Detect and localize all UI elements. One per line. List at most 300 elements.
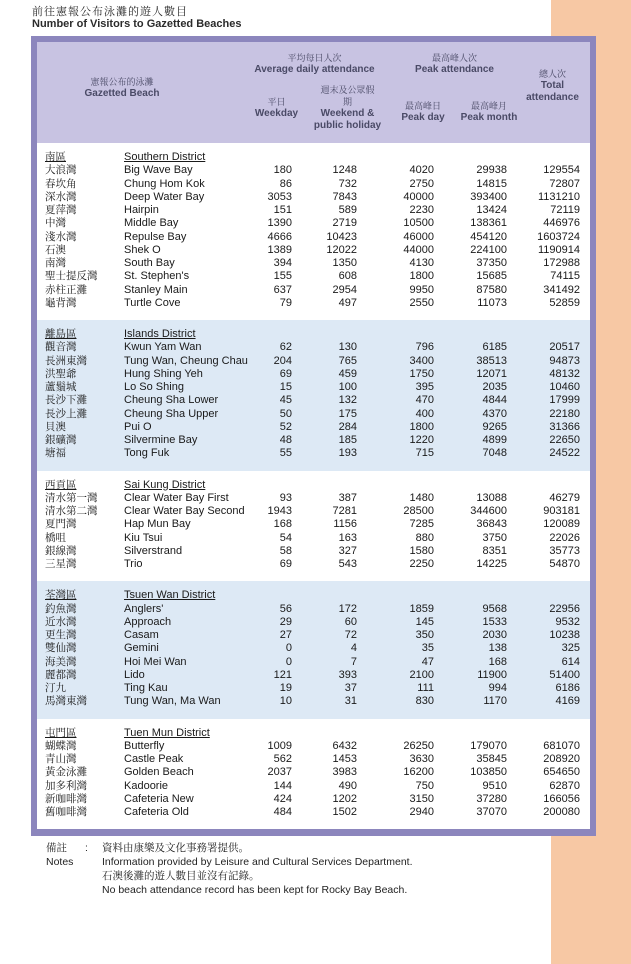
total-value: 72807 — [549, 177, 580, 190]
total-value: 200080 — [543, 806, 580, 818]
district-name-en: Southern District — [124, 151, 206, 163]
weekday-value: 1943 — [267, 505, 292, 517]
table-row — [37, 518, 590, 531]
total-value: 22180 — [549, 407, 580, 420]
beach-name-en: Deep Water Bay — [124, 190, 205, 203]
beach-name-zh: 雙仙灣 — [45, 642, 77, 655]
peak-day-value: 1580 — [409, 544, 434, 557]
peak-day-value: 46000 — [403, 230, 434, 243]
table-row — [37, 492, 590, 505]
notes-line-3: 石澳後灘的遊人數目並沒有記錄。 — [102, 870, 260, 882]
peak-month-value: 15685 — [476, 270, 507, 283]
weekday-value: 93 — [279, 491, 292, 504]
weekday-value: 155 — [273, 270, 292, 283]
weekday-value: 1390 — [267, 217, 292, 230]
peak-month-value: 138361 — [470, 217, 507, 230]
table-row — [37, 204, 590, 217]
weekday-value: 4666 — [267, 230, 292, 243]
peak-month-value: 7048 — [482, 447, 507, 460]
peak-day-value: 750 — [415, 779, 434, 792]
weekend-value: 1202 — [332, 792, 357, 805]
weekday-value: 10 — [279, 695, 292, 708]
beach-name-en: Butterfly — [124, 739, 165, 752]
beach-name-en: Cheung Sha Upper — [124, 407, 219, 420]
total-value: 31366 — [549, 420, 580, 433]
weekday-value: 2037 — [267, 766, 292, 779]
table-row — [37, 355, 590, 368]
peak-month-value: 37280 — [476, 792, 507, 805]
peak-month-value: 2035 — [482, 381, 507, 393]
weekend-value: 459 — [338, 367, 357, 380]
total-value: 20517 — [549, 341, 580, 354]
peak-day-value: 2230 — [409, 204, 434, 216]
table-row — [37, 231, 590, 244]
weekday-value: 19 — [279, 682, 292, 694]
beach-name-zh: 馬灣東灣 — [45, 695, 87, 708]
total-value: 22650 — [549, 434, 580, 446]
weekend-value: 327 — [338, 544, 357, 557]
weekday-value: 52 — [279, 420, 292, 433]
weekend-value: 163 — [338, 531, 357, 544]
district-name-en: Islands District — [124, 328, 196, 340]
peak-day-value: 395 — [415, 381, 434, 393]
weekday-value: 394 — [273, 257, 292, 269]
weekday-value: 424 — [273, 792, 292, 805]
total-value: 62870 — [549, 779, 580, 792]
total-value: 208920 — [543, 753, 580, 765]
weekday-value: 54 — [279, 531, 292, 544]
peak-day-value: 2100 — [409, 668, 434, 681]
notes-line-1: 資料由康樂及文化事務署提供。 — [102, 842, 249, 854]
weekend-value: 10423 — [326, 230, 357, 243]
peak-day-value: 9950 — [409, 283, 434, 296]
beach-name-zh: 蝴蝶灣 — [45, 739, 77, 752]
weekday-value: 48 — [279, 434, 292, 446]
weekday-value: 1009 — [267, 739, 292, 752]
peak-month-value: 9265 — [482, 420, 507, 433]
peak-month-value: 9568 — [482, 602, 507, 615]
peak-day-value: 350 — [415, 629, 434, 641]
weekend-value: 172 — [338, 602, 357, 615]
district-header — [37, 151, 590, 164]
table-row — [37, 669, 590, 682]
total-value: 446976 — [543, 217, 580, 230]
total-value: 24522 — [549, 447, 580, 460]
peak-month-value: 168 — [488, 655, 507, 668]
weekday-value: 45 — [279, 394, 292, 407]
district-name-zh: 屯門區 — [45, 726, 77, 739]
beach-name-en: Big Wave Bay — [124, 164, 193, 177]
peak-month-value: 9510 — [482, 779, 507, 792]
beach-name-en: Hoi Mei Wan — [124, 655, 187, 668]
weekday-value: 0 — [285, 642, 292, 655]
peak-month-value: 179070 — [470, 739, 507, 752]
peak-day-value: 28500 — [403, 505, 434, 517]
table-row — [37, 270, 590, 283]
table-row — [37, 766, 590, 779]
weekend-value: 543 — [338, 558, 357, 570]
beach-name-en: Trio — [124, 558, 143, 570]
weekend-value: 100 — [338, 381, 357, 393]
table-row — [37, 381, 590, 394]
weekend-value: 7843 — [332, 190, 357, 203]
peak-month-value: 138 — [488, 642, 507, 655]
beach-name-zh: 清水第一灣 — [45, 491, 98, 504]
table-row — [37, 447, 590, 460]
beach-name-en: Tung Wan, Ma Wan — [124, 695, 221, 708]
peak-month-value: 14815 — [476, 177, 507, 190]
district-name-zh: 荃灣區 — [45, 589, 77, 602]
table-row — [37, 532, 590, 545]
table-inner — [37, 42, 590, 830]
weekday-value: 69 — [279, 367, 292, 380]
weekend-value: 1350 — [332, 257, 357, 269]
beach-name-zh: 舊咖啡灣 — [45, 806, 87, 818]
table-row — [37, 341, 590, 354]
beach-name-en: Shek O — [124, 243, 161, 256]
peak-day-value: 10500 — [403, 217, 434, 230]
table-row — [37, 740, 590, 753]
weekend-value: 185 — [338, 434, 357, 446]
total-value: 614 — [561, 655, 580, 668]
peak-day-value: 44000 — [403, 243, 434, 256]
beach-name-en: Silvermine Bay — [124, 434, 198, 446]
weekday-value: 50 — [279, 407, 292, 420]
beach-name-zh: 近水灣 — [45, 615, 77, 628]
peak-month-value: 6185 — [482, 341, 507, 354]
beach-name-zh: 觀音灣 — [45, 341, 77, 354]
peak-day-value: 3400 — [409, 354, 434, 367]
weekend-value: 765 — [338, 354, 357, 367]
beach-name-zh: 銀線灣 — [45, 544, 77, 557]
table-row — [37, 780, 590, 793]
weekend-value: 1502 — [332, 806, 357, 818]
table-row — [37, 297, 590, 310]
table-row — [37, 682, 590, 695]
weekday-value: 62 — [279, 341, 292, 354]
beach-name-en: Kwun Yam Wan — [124, 341, 202, 354]
total-value: 325 — [561, 642, 580, 655]
table-row — [37, 244, 590, 257]
beach-name-en: Castle Peak — [124, 753, 184, 765]
table-row — [37, 629, 590, 642]
beach-name-en: Casam — [124, 629, 159, 641]
weekday-value: 204 — [273, 354, 292, 367]
peak-day-value: 4020 — [409, 164, 434, 177]
weekday-value: 0 — [285, 655, 292, 668]
total-value: 74115 — [550, 270, 580, 283]
page-title-en: Number of Visitors to Gazetted Beaches — [32, 18, 242, 30]
beach-name-zh: 青山灣 — [45, 753, 77, 765]
total-value: 1131210 — [537, 190, 580, 203]
beach-name-zh: 夏門灣 — [45, 518, 77, 531]
total-value: 35773 — [549, 544, 580, 557]
beach-name-en: Gemini — [124, 642, 159, 655]
peak-day-value: 1800 — [409, 270, 434, 283]
weekday-value: 56 — [279, 602, 292, 615]
weekend-value: 387 — [338, 491, 357, 504]
beach-name-en: Clear Water Bay First — [124, 491, 229, 504]
beach-name-en: Repulse Bay — [124, 230, 187, 243]
total-value: 1190914 — [537, 243, 580, 256]
notes-label-en: Notes — [46, 856, 74, 868]
weekday-value: 180 — [273, 164, 292, 177]
table-row — [37, 434, 590, 447]
peak-month-value: 29938 — [476, 164, 507, 177]
table-row — [37, 753, 590, 766]
weekend-value: 393 — [338, 668, 357, 681]
table-row — [37, 558, 590, 571]
weekend-value: 2954 — [332, 283, 357, 296]
peak-day-value: 880 — [415, 531, 434, 544]
beach-name-en: Cafeteria Old — [124, 806, 189, 818]
weekend-value: 497 — [338, 296, 357, 309]
section-southern — [37, 143, 590, 320]
peak-day-value: 3630 — [409, 753, 434, 765]
table-row — [37, 368, 590, 381]
total-value: 17999 — [549, 394, 580, 407]
peak-day-value: 3150 — [409, 792, 434, 805]
beach-name-zh: 淺水灣 — [45, 230, 77, 243]
peak-month-value: 38513 — [476, 354, 507, 367]
weekday-value: 58 — [279, 544, 292, 557]
weekday-value: 637 — [273, 283, 292, 296]
peak-day-value: 145 — [415, 615, 434, 628]
peak-day-value: 47 — [421, 655, 434, 668]
total-value: 903181 — [543, 505, 580, 517]
total-value: 341492 — [543, 283, 580, 296]
beach-name-en: Golden Beach — [124, 766, 194, 779]
peak-day-value: 111 — [417, 682, 434, 694]
peak-month-value: 37070 — [476, 806, 507, 818]
beach-name-en: Lo So Shing — [124, 381, 184, 393]
peak-day-value: 40000 — [403, 190, 434, 203]
peak-month-value: 103850 — [470, 766, 507, 779]
weekday-value: 144 — [273, 779, 292, 792]
peak-month-value: 13088 — [476, 491, 507, 504]
district-name-en: Sai Kung District — [124, 478, 206, 491]
weekday-value: 151 — [273, 204, 292, 216]
district-name-zh: 南區 — [45, 151, 66, 163]
weekend-value: 31 — [344, 695, 357, 708]
weekend-value: 1248 — [332, 164, 357, 177]
table-frame — [31, 36, 596, 836]
beach-name-zh: 更生灣 — [45, 629, 77, 641]
weekend-value: 132 — [338, 394, 357, 407]
table-row — [37, 408, 590, 421]
peak-month-value: 4844 — [482, 394, 507, 407]
beach-name-en: Tung Wan, Cheung Chau — [124, 354, 248, 367]
table-row — [37, 603, 590, 616]
peak-day-value: 2940 — [409, 806, 434, 818]
peak-day-value: 470 — [415, 394, 434, 407]
beach-name-en: Stanley Main — [124, 283, 188, 296]
beach-name-en: Pui O — [124, 420, 152, 433]
peak-month-value: 12071 — [476, 367, 507, 380]
peak-month-value: 454120 — [470, 230, 507, 243]
weekday-value: 562 — [273, 753, 292, 765]
beach-name-zh: 赤柱正灘 — [45, 283, 87, 296]
district-name-zh: 離島區 — [45, 328, 77, 340]
peak-day-value: 1750 — [409, 367, 434, 380]
peak-month-value: 11073 — [477, 296, 507, 309]
beach-name-en: Kiu Tsui — [124, 531, 163, 544]
beach-name-zh: 新咖啡灣 — [45, 792, 87, 805]
beach-name-en: Silverstrand — [124, 544, 183, 557]
weekend-value: 1453 — [332, 753, 357, 765]
weekend-value: 72 — [344, 629, 357, 641]
total-value: 52859 — [549, 296, 580, 309]
table-row — [37, 545, 590, 558]
weekday-value: 86 — [279, 177, 292, 190]
table-header — [37, 42, 590, 143]
total-value: 51400 — [549, 668, 580, 681]
weekend-value: 4 — [350, 642, 357, 655]
weekend-value: 284 — [338, 420, 357, 433]
table-row — [37, 806, 590, 819]
total-value: 654650 — [543, 766, 580, 779]
peak-month-value: 11900 — [477, 668, 507, 681]
beach-name-en: Anglers' — [124, 602, 164, 615]
table-row — [37, 178, 590, 191]
beach-name-en: Hap Mun Bay — [124, 518, 191, 531]
beach-name-zh: 聖士提反灣 — [45, 270, 98, 283]
beach-name-zh: 石澳 — [45, 243, 66, 256]
peak-month-value: 8351 — [482, 544, 507, 557]
header-weekend: 週末及公眾假期 Weekend & public holiday — [313, 85, 382, 131]
beach-name-zh: 中灣 — [45, 217, 66, 230]
notes-label-zh: 備註 — [46, 842, 67, 854]
total-value: 681070 — [543, 739, 580, 752]
section-tsuen-wan — [37, 581, 590, 718]
peak-month-value: 1170 — [483, 695, 507, 708]
peak-month-value: 224100 — [470, 243, 507, 256]
total-value: 48132 — [549, 367, 580, 380]
total-value: 72119 — [550, 204, 580, 216]
table-row — [37, 616, 590, 629]
notes-line-4: No beach attendance record has been kept for Rocky Bay Beach. — [102, 884, 408, 896]
weekend-value: 12022 — [326, 243, 357, 256]
district-header — [37, 589, 590, 602]
weekend-value: 6432 — [332, 739, 357, 752]
peak-day-value: 4130 — [409, 257, 434, 269]
peak-month-value: 2030 — [482, 629, 507, 641]
peak-day-value: 26250 — [403, 739, 434, 752]
table-row — [37, 394, 590, 407]
weekend-value: 7 — [350, 655, 357, 668]
page-title-zh: 前往憲報公布泳灘的遊人數目 — [32, 6, 188, 18]
peak-month-value: 4899 — [482, 434, 507, 446]
table-row — [37, 505, 590, 518]
peak-day-value: 1220 — [409, 434, 434, 446]
peak-month-value: 994 — [488, 682, 507, 694]
notes-line-2: Information provided by Leisure and Cultural Services Department. — [102, 856, 413, 868]
beach-name-en: Hung Shing Yeh — [124, 367, 203, 380]
header-peak: 最高峰人次 Peak attendance — [415, 53, 494, 75]
peak-day-value: 2750 — [409, 177, 434, 190]
peak-month-value: 37350 — [476, 257, 507, 269]
beach-name-en: South Bay — [124, 257, 175, 269]
weekend-value: 193 — [338, 447, 357, 460]
weekday-value: 29 — [279, 615, 292, 628]
section-tuen-mun — [37, 719, 590, 830]
beach-name-zh: 麗都灣 — [45, 668, 77, 681]
table-row — [37, 656, 590, 669]
weekend-value: 589 — [338, 204, 357, 216]
beach-name-zh: 塘福 — [45, 447, 66, 460]
peak-day-value: 16200 — [403, 766, 434, 779]
beach-name-zh: 長沙上灘 — [45, 407, 87, 420]
beach-name-zh: 南灣 — [45, 257, 66, 269]
weekday-value: 168 — [273, 518, 292, 531]
table-row — [37, 421, 590, 434]
beach-name-zh: 貝澳 — [45, 420, 66, 433]
peak-day-value: 1480 — [409, 491, 434, 504]
beach-name-zh: 加多利灣 — [45, 779, 87, 792]
weekend-value: 37 — [344, 682, 357, 694]
total-value: 22026 — [549, 531, 580, 544]
total-value: 166056 — [543, 792, 580, 805]
peak-day-value: 715 — [415, 447, 434, 460]
header-weekday: 平日 Weekday — [254, 97, 299, 119]
district-name-en: Tuen Mun District — [124, 726, 210, 739]
peak-month-value: 344600 — [470, 505, 507, 517]
district-header — [37, 479, 590, 492]
total-value: 4169 — [555, 695, 580, 708]
beach-name-zh: 長洲東灣 — [45, 354, 87, 367]
total-value: 22956 — [549, 602, 580, 615]
weekday-value: 3053 — [267, 190, 292, 203]
weekend-value: 732 — [338, 177, 357, 190]
peak-day-value: 2550 — [409, 296, 434, 309]
weekend-value: 130 — [338, 341, 357, 354]
peak-day-value: 35 — [421, 642, 434, 655]
total-value: 1603724 — [537, 230, 580, 243]
beach-name-zh: 釣魚灣 — [45, 602, 77, 615]
section-sai-kung — [37, 471, 590, 582]
header-peak-month: 最高峰月 Peak month — [460, 101, 518, 123]
beach-name-en: Cheung Sha Lower — [124, 394, 219, 407]
peak-day-value: 1859 — [409, 602, 434, 615]
peak-month-value: 36843 — [476, 518, 507, 531]
table-row — [37, 257, 590, 270]
beach-name-zh: 銀礦灣 — [45, 434, 77, 446]
district-header — [37, 328, 590, 341]
beach-name-en: Approach — [124, 615, 172, 628]
table-row — [37, 191, 590, 204]
beach-name-zh: 夏萍灣 — [45, 204, 77, 216]
beach-name-zh: 海美灣 — [45, 655, 77, 668]
beach-name-en: Ting Kau — [124, 682, 168, 694]
beach-name-en: Cafeteria New — [124, 792, 194, 805]
section-islands — [37, 320, 590, 471]
table-row — [37, 164, 590, 177]
weekend-value: 2719 — [332, 217, 357, 230]
peak-month-value: 87580 — [476, 283, 507, 296]
peak-month-value: 3750 — [482, 531, 507, 544]
beach-name-zh: 大浪灣 — [45, 164, 77, 177]
peak-day-value: 2250 — [409, 558, 434, 570]
table-row — [37, 695, 590, 708]
header-total: 總人次 Total attendance — [526, 69, 579, 103]
peak-day-value: 7285 — [409, 518, 434, 531]
header-average: 平均每日人次 Average daily attendance — [254, 53, 375, 75]
weekday-value: 55 — [279, 447, 292, 460]
total-value: 129554 — [543, 164, 580, 177]
notes-colon: : — [85, 842, 88, 854]
beach-name-en: Tong Fuk — [124, 447, 170, 460]
total-value: 54870 — [549, 558, 580, 570]
